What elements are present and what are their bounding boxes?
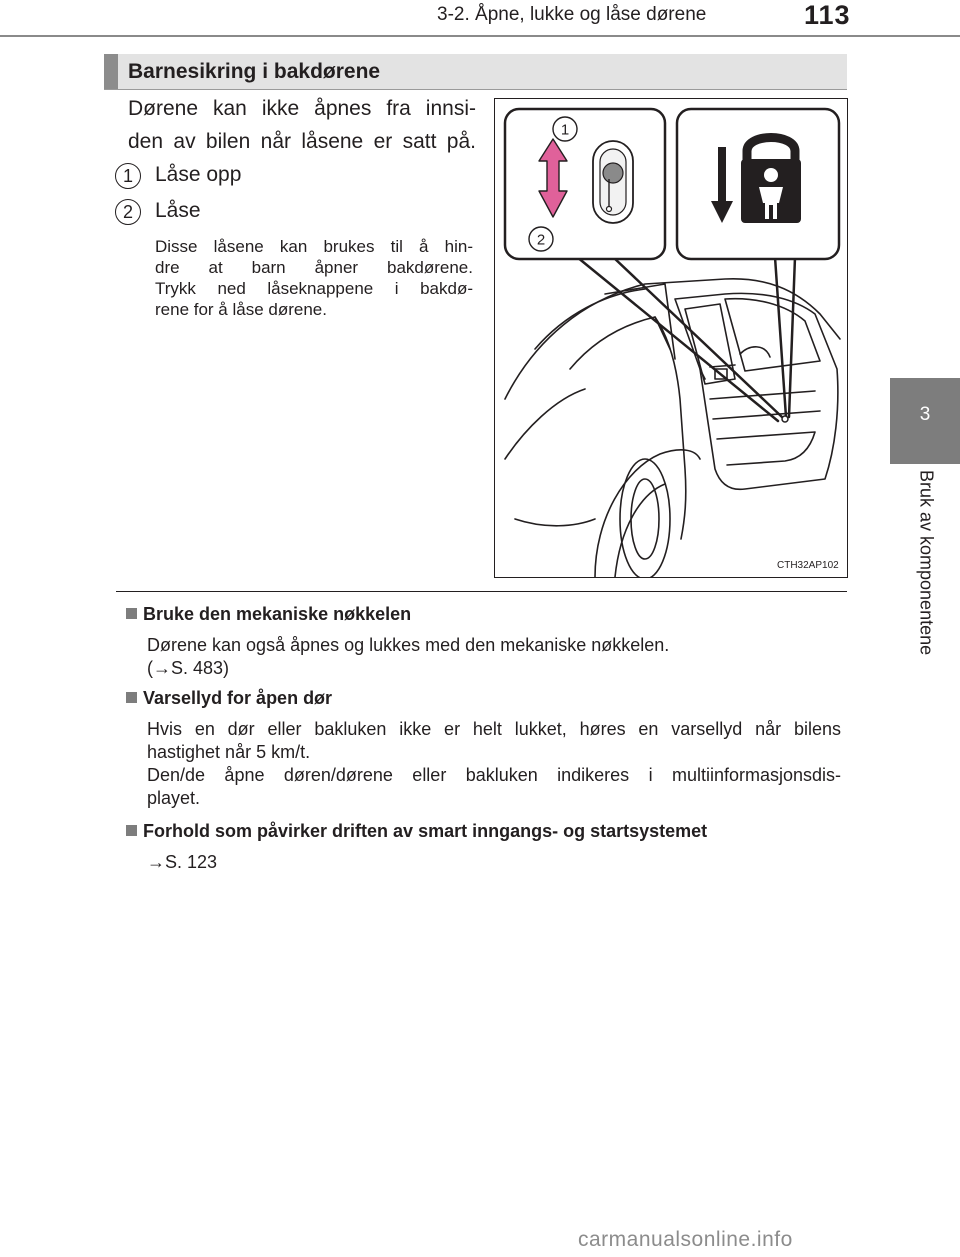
paragraph-line: Den/de åpne døren/dørene eller bakluken indikeres i multiinformasjonsdis- xyxy=(147,765,841,785)
paragraph-line: hastighet når 5 km/t. xyxy=(147,742,311,762)
intro-text-line-1: Dørene kan ikke åpnes fra innsi- xyxy=(128,97,476,120)
bullet-heading-smart-entry xyxy=(126,821,707,842)
bullet-heading-text: Varsellyd for åpen dør xyxy=(143,688,333,708)
item-label-unlock: Låse opp xyxy=(155,163,242,186)
intro-text-line-2: den av bilen når låsene er satt på. xyxy=(128,130,476,153)
section-bar-underline xyxy=(104,89,847,90)
bullet-heading-text: Bruke den mekaniske nøkkelen xyxy=(143,604,412,624)
section-title: Barnesikring i bakdørene xyxy=(128,60,381,83)
figure-code: CTH32AP102 xyxy=(777,560,839,571)
bullet-square-icon xyxy=(126,825,137,836)
item-number-2: 2 xyxy=(115,199,141,225)
section-bar-accent xyxy=(104,54,118,90)
running-header-section: 3-2. Åpne, lukke og låse dørene xyxy=(437,4,707,25)
bullet-square-icon xyxy=(126,608,137,619)
chapter-number: 3 xyxy=(919,404,931,425)
paragraph-smart-entry xyxy=(147,851,841,874)
header-rule xyxy=(0,35,960,37)
watermark: carmanualsonline.info xyxy=(578,1228,793,1251)
bullet-heading-door-warning xyxy=(126,688,332,709)
chapter-title: Bruk av komponentene xyxy=(916,470,937,656)
paragraph-line: Dørene kan også åpnes og lukkes med den mekaniske nøkkelen. xyxy=(147,635,670,655)
paragraph-door-warning xyxy=(147,718,841,810)
callout-2-label: 2 xyxy=(536,231,546,249)
bullet-square-icon xyxy=(126,692,137,703)
content-separator xyxy=(116,591,847,592)
paragraph-line: playet. xyxy=(147,788,201,808)
note-line-2: dre at barn åpner bakdørene. xyxy=(155,258,473,277)
child-lock-illustration xyxy=(494,98,848,578)
car-door-drawing xyxy=(495,99,847,577)
note-line-4: rene for å låse dørene. xyxy=(155,300,327,319)
chapter-title-vertical xyxy=(890,470,960,680)
item-label-lock: Låse xyxy=(155,199,201,222)
bullet-heading-mechanical-key xyxy=(126,604,411,625)
item-number-1: 1 xyxy=(115,163,141,189)
note-line-1: Disse låsene kan brukes til å hin- xyxy=(155,237,473,256)
paragraph-line: Hvis en dør eller bakluken ikke er helt lukket, høres en varsellyd når bilens xyxy=(147,719,841,739)
callout-1-label: 1 xyxy=(560,121,570,139)
bullet-heading-text: Forhold som påvirker driften av smart inngangs- og startsystemet xyxy=(143,821,708,841)
paragraph-mechanical-key xyxy=(147,634,841,680)
page-number: 113 xyxy=(804,0,851,30)
page-reference[interactable]: →S. 123 xyxy=(147,852,218,872)
note-line-3: Trykk ned låseknappene i bakdø- xyxy=(155,279,473,298)
page-reference[interactable]: (→S. 483) xyxy=(147,658,230,678)
note-text xyxy=(155,236,473,320)
